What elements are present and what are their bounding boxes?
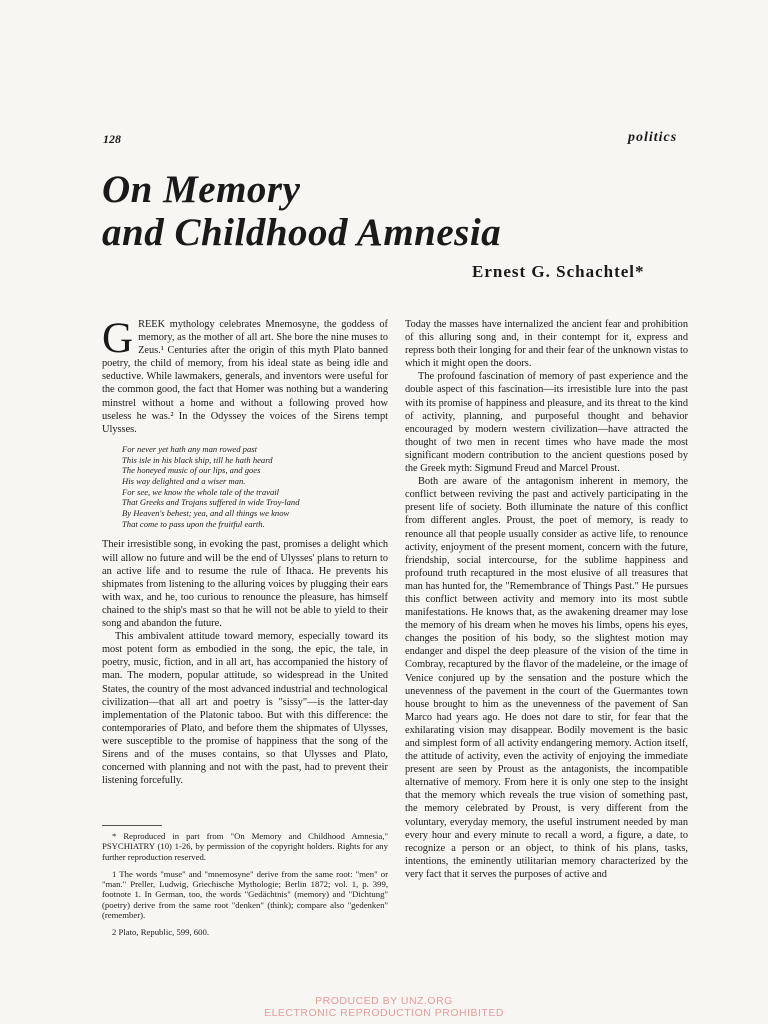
poem-line: That come to pass upon the fruitful earth.: [122, 518, 265, 529]
watermark-line: ELECTRONIC REPRODUCTION PROHIBITED: [264, 1006, 504, 1019]
left-column: [102, 315, 388, 787]
poem-line: By Heaven's behest; yea, and all things we know: [122, 508, 290, 519]
poem-line: That Greeks and Trojans suffered in wide Troy-land: [122, 497, 300, 508]
author-byline: Ernest G. Schachtel*: [472, 262, 645, 281]
poem-line: The honeyed music of our lips, and goes: [122, 465, 261, 476]
paragraph: Their irresistible song, in evoking the past, promises a delight which will allow no future and will be the end of Ulysses' plans to return to an active life and to resume the rule of Ithaca. He prevents his shipmates from listening to the alluring voices by plugging their ears with wax, and he, too curious to renounce the pleasure, has himself chained to the ship's mast so that he will not be able to yield to their song and abandon the future.: [102, 539, 388, 630]
footnote-rule: [102, 825, 162, 826]
drop-cap: G: [102, 315, 134, 362]
footnote: * Reproduced in part from "On Memory and Childhood Amnesia," PSYCHIATRY (10) 1-26, by permission of the copyright holders. Rights for any further reproduction reserved.: [102, 831, 388, 862]
paragraph: This ambivalent attitude toward memory, especially toward its most potent form as embodied in the song, the epic, the tale, in poetry, music, fiction, and in all art, has accompanied the history of man. The modern, popular attitude, so widespread in the United States, the country of the most advanced industrial and technological civilization—that all art and poetry is "sissy"—is the latter-day implementation of the Platonic taboo. But with this difference: the contemporaries of Plato, and before them the shipmates of Ulysses, were susceptible to the promise of happiness that the song of the Sirens and of the muses contains, so that Ulysses and Plato, concerned with planning and not with the past, had to prevent their listening forcefully.: [102, 631, 388, 787]
poem-line: For never yet hath any man rowed past: [122, 443, 258, 454]
watermark: [250, 996, 518, 1019]
footnotes: [102, 825, 388, 945]
paragraph-text: REEK mythology celebrates Mnemosyne, the goddess of memory, as the mother of all art. She bore the nine muses to Zeus.¹ Centuries after the origin of this myth Plato banned poetry, the child of memory, from his ideal state as being idle and seductive. While lawmakers, generals, and inventors were useful for the common good, the fact that Homer was nothing but a wandering minstrel without a home and without a following proved how useless he was.² In the Odyssey the voices of the Sirens tempt Ulysses.: [102, 319, 388, 435]
poem-line: For see, we know the whole tale of the travail: [122, 486, 280, 497]
title-line-1: On Memory: [102, 168, 301, 211]
poem-line: This isle in his black ship, till he hath heard: [122, 454, 273, 465]
article-title: [102, 168, 501, 254]
right-column: [405, 318, 688, 881]
watermark-line: PRODUCED BY UNZ.ORG: [315, 995, 453, 1007]
running-head: politics: [628, 130, 678, 145]
footnote: 1 The words "muse" and "mnemosyne" derive from the same root: "men" or "man." Preller, Ludwig, Griechische Mythologie; Berlin 1872; vol. 1, p. 399, footnote 1. In German, too, the words "Gedächtnis" (memory) and "Dichtung" (poetry) derive from the same root "denken" (think); compare also "gedenken" (remember).: [102, 868, 388, 921]
paragraph: The profound fascination of memory of past experience and the double aspect of this fascination—its irresistible lure into the past with its promise of happiness and pleasure, and its threat to the kind of activity, planning, and purposeful thought and behavior encouraged by modern western civilization—have attracted the thought of two men in recent times who have made the most significant modern contribution to the ancient questions posed by the Greek myth: Sigmund Freud and Marcel Proust.: [405, 371, 688, 475]
paragraph: Today the masses have internalized the ancient fear and prohibition of this alluring song and, in their contempt for it, express and repress both their longing for and their fear of the unknown vistas to which it might open the doors.: [405, 319, 688, 370]
poem-quote: [122, 444, 388, 530]
paragraph: Both are aware of the antagonism inherent in memory, the conflict between reviving the past and actively participating in the present life of society. Both illuminate the nature of this conflict from different angles. Proust, the poet of memory, is ready to renounce all that people usually consider as active life, to renounce activity, enjoyment of the present moment, concern with the future, friendship, social intercourse, for the sublime happiness and profound truth recaptured in the most elusive of all treasures that man has hunted for, the "Remembrance of Things Past." He pursues this conflict between activity and memory into its most subtle manifestations. He knows that, as the awakening dreamer may lose the memory of his dream when he moves his limbs, opens his eyes, changes the position of his body, so the slightest motion may endanger and dispel the deep pleasure of the vision of the time in Combray, recaptured by the flavor of the madeleine, or the image of Venice conjured up by the sensation and the posture which the unevenness of the pavement in the court of the Guermantes town house brought to him as the unevenness of the pavement of San Marco had years ago. He does not dare to stir, for fear that the exhilarating vision may disappear. Bodily movement is the basic and simplest form of all activity endangering memory. Action itself, the attitude of activity, even the activity of enjoying the immediate present are seen by Proust as the antagonists, the incompatible alternative of memory. From here it is only one step to the insight that the memory which reveals the true vision of something past, the memory celebrated by Proust, is very different from the voluntary, everyday memory, the useful instrument needed by man every hour and every minute to recall a word, a figure, a date, to recognize a person or an object, to think of his plans, tasks, intentions, the eminently utilitarian memory characterized by the very fact that it serves the purposes of active and: [405, 476, 688, 880]
page-number: 128: [103, 132, 121, 146]
title-line-2: and Childhood Amnesia: [102, 211, 502, 254]
paragraph: [102, 315, 388, 436]
poem-line: His way delighted and a wiser man.: [122, 475, 246, 486]
footnote: 2 Plato, Republic, 599, 600.: [112, 927, 210, 938]
